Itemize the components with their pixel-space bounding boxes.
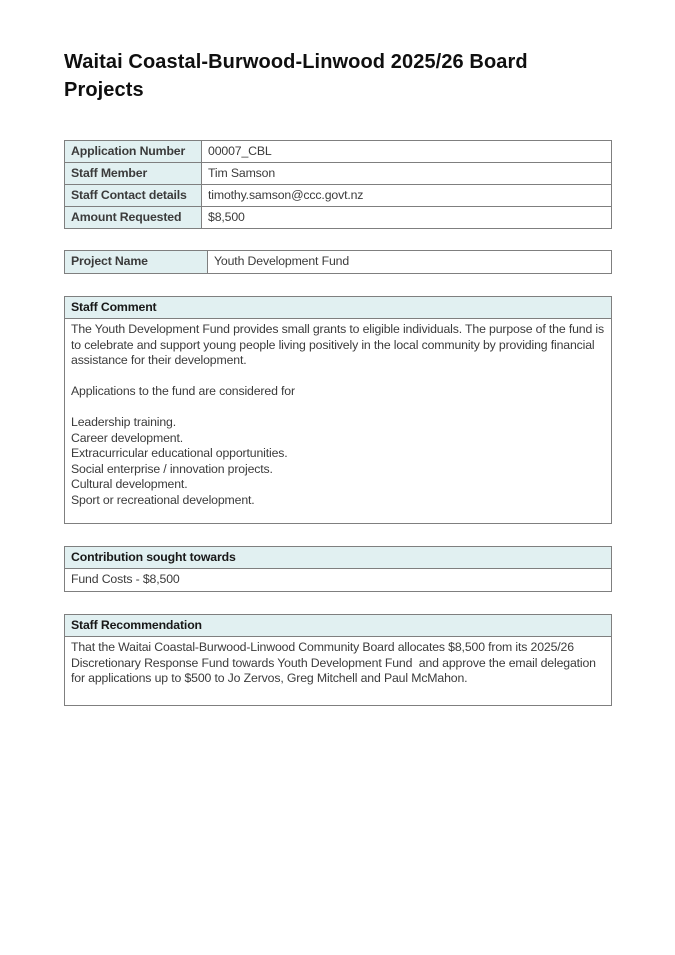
field-label: Amount Requested xyxy=(65,207,202,229)
contribution-section xyxy=(64,546,612,592)
page-title: Waitai Coastal-Burwood-Linwood 2025/26 Board Projects xyxy=(64,51,528,101)
section-heading: Contribution sought towards xyxy=(65,547,612,569)
section-header-row xyxy=(65,547,612,569)
field-value: Youth Development Fund xyxy=(208,251,612,274)
staff-recommendation-text: That the Waitai Coastal-Burwood-Linwood Community Board allocates $8,500 from its 2025/26 Discretionary Response Fund towards Youth Development Fund and approve the email delegation for applications up to $500 to Jo Zervos, Greg Mitchell and Paul McMahon. xyxy=(65,637,612,706)
staff-comment-section xyxy=(64,296,612,524)
table-row xyxy=(65,141,612,163)
field-label: Staff Contact details xyxy=(65,185,202,207)
staff-comment-text: The Youth Development Fund provides small grants to eligible individuals. The purpose of the fund is to celebrate and support young people living positively in the local community by providing financial assistance for their development. Applications to the fund are considered for Leadership training. Career development. Extracurricular educational opportunities. Social enterprise / innovation projects. Cultural development. Sport or recreational development. xyxy=(65,319,612,524)
table-row xyxy=(65,251,612,274)
field-label: Project Name xyxy=(65,251,208,274)
field-value: $8,500 xyxy=(202,207,612,229)
project-name-table xyxy=(64,250,612,274)
table-row xyxy=(65,163,612,185)
section-body-row xyxy=(65,637,612,706)
table-row xyxy=(65,185,612,207)
field-value: 00007_CBL xyxy=(202,141,612,163)
section-header-row xyxy=(65,297,612,319)
section-heading: Staff Comment xyxy=(65,297,612,319)
staff-recommendation-section xyxy=(64,614,612,706)
contribution-text: Fund Costs - $8,500 xyxy=(65,569,612,592)
field-label: Staff Member xyxy=(65,163,202,185)
field-value: timothy.samson@ccc.govt.nz xyxy=(202,185,612,207)
section-body-row xyxy=(65,569,612,592)
table-row xyxy=(65,207,612,229)
application-info-table xyxy=(64,140,612,229)
section-body-row xyxy=(65,319,612,524)
field-label: Application Number xyxy=(65,141,202,163)
section-header-row xyxy=(65,615,612,637)
section-heading: Staff Recommendation xyxy=(65,615,612,637)
field-value: Tim Samson xyxy=(202,163,612,185)
